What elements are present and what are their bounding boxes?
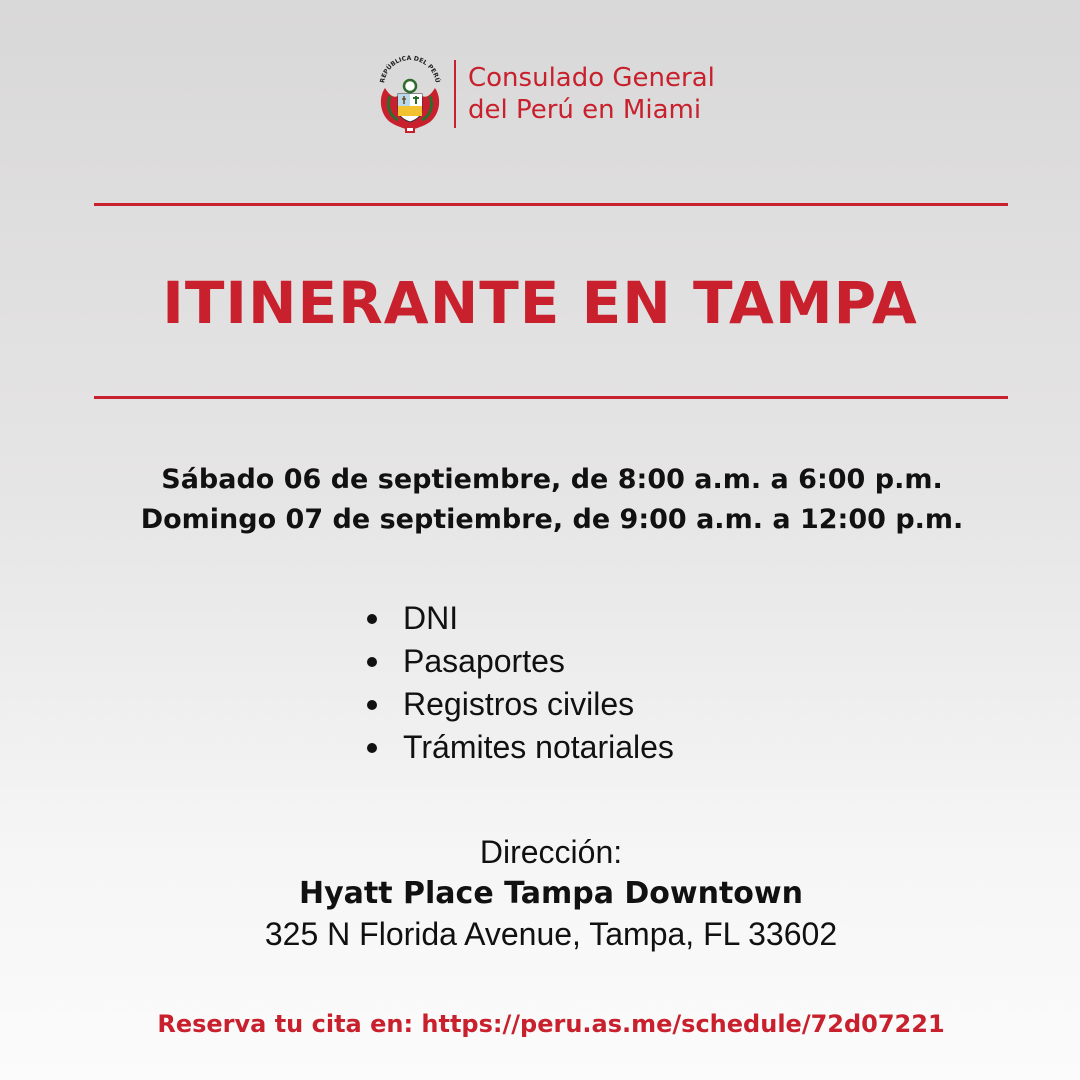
- coat-of-arms-icon: [376, 52, 444, 136]
- bottom-divider: [94, 396, 1008, 399]
- page-title: ITINERANTE EN TAMPA: [162, 269, 918, 337]
- bullet-icon: [367, 700, 377, 710]
- address-label: Dirección:: [479, 834, 623, 870]
- header: [376, 52, 715, 136]
- reservation-link[interactable]: Reserva tu cita en: https://peru.as.me/schedule/72d07221: [157, 1010, 945, 1038]
- consulate-name-line2: del Perú en Miami: [468, 95, 702, 125]
- bullet-icon: [367, 657, 377, 667]
- bullet-icon: [367, 743, 377, 753]
- svg-text:REPÚBLICA DEL PERÚ: REPÚBLICA DEL PERÚ: [379, 54, 441, 84]
- header-divider: [454, 60, 456, 128]
- consulate-name-line1: Consulado General: [468, 63, 715, 93]
- service-label: Pasaportes: [403, 643, 565, 679]
- venue-name: Hyatt Place Tampa Downtown: [299, 876, 803, 911]
- service-item: [362, 726, 674, 769]
- service-item: [362, 597, 674, 640]
- service-item: [362, 640, 674, 683]
- services-list: [362, 597, 674, 769]
- schedule-line-saturday: Sábado 06 de septiembre, de 8:00 a.m. a 6:00 p.m.: [161, 464, 943, 495]
- schedule-line-sunday: Domingo 07 de septiembre, de 9:00 a.m. a 12:00 p.m.: [140, 504, 964, 535]
- bullet-icon: [367, 614, 377, 624]
- schedule: [0, 460, 1080, 540]
- street-address: 325 N Florida Avenue, Tampa, FL 33602: [264, 916, 838, 952]
- service-label: Trámites notariales: [403, 729, 674, 765]
- service-label: Registros civiles: [403, 686, 635, 722]
- top-divider: [94, 203, 1008, 206]
- service-item: [362, 683, 674, 726]
- address-block: [0, 832, 1080, 955]
- service-label: DNI: [403, 600, 459, 636]
- consulate-name: [468, 62, 715, 126]
